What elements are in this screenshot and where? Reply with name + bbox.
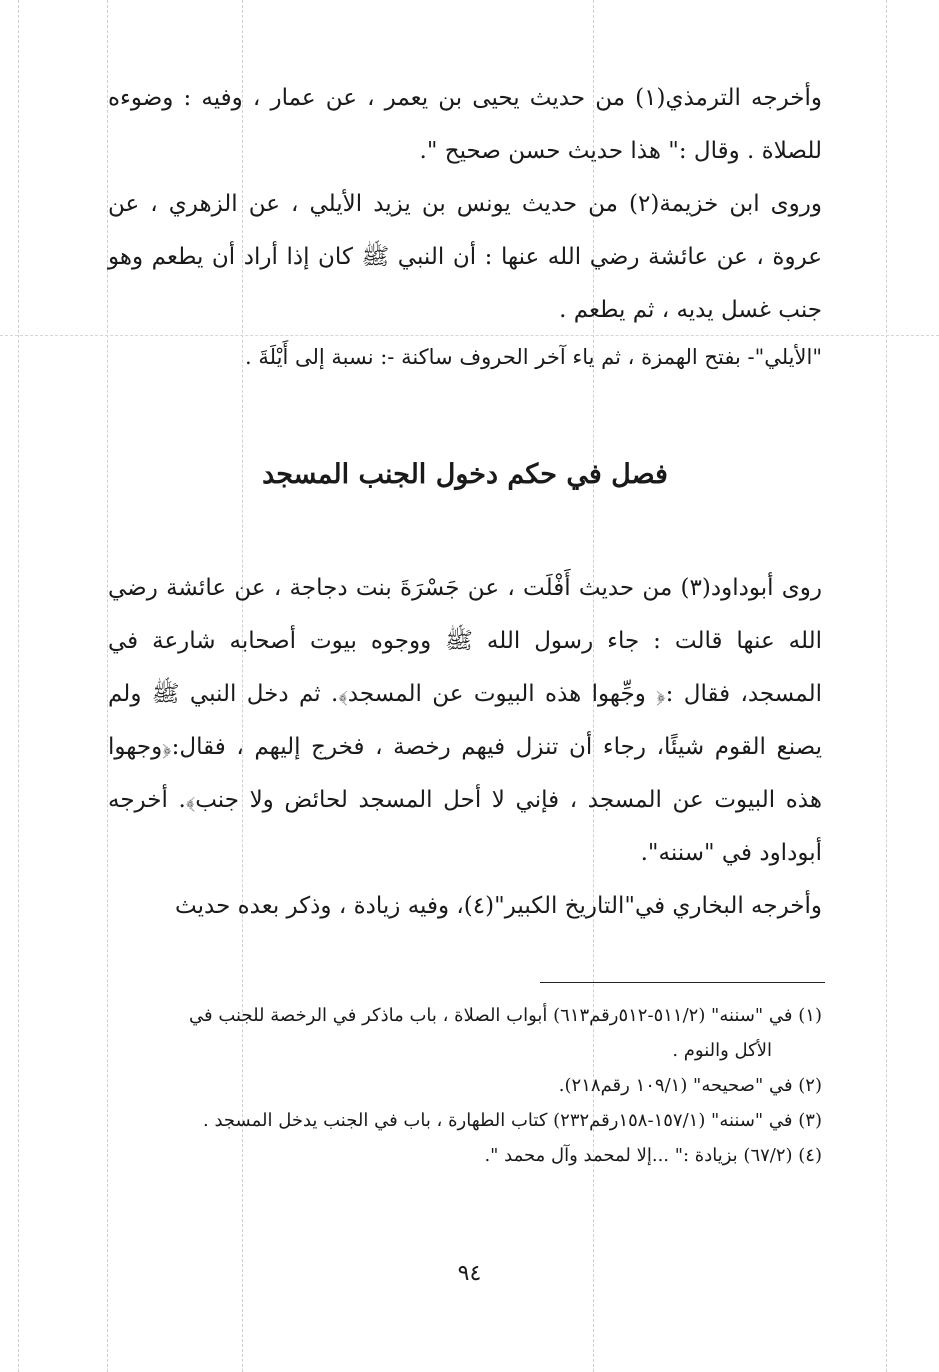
footnotes-block [108,998,822,1173]
footnote-1: (١) في "سننه" (٥١١/٢-٥١٢رقم٦١٣) أبواب الصلاة ، باب ماذكر في الرخصة للجنب في [189,1005,822,1026]
paragraph-abu-dawud: روى أبوداود(٣) من حديث أَفْلَت ، عن جَسْرَةَ بنت دجاجة ، عن عائشة رضي الله عنها قالت : جاء رسول الله ﷺ ووجوه بيوت أصحابه شارعة في المسجد، فقال :﴿ وجِّهوا هذه البيوت عن المسجد﴾. ثم دخل النبي ﷺ ولم يصنع القوم شيئًا، رجاء أن تنزل فيهم رخصة ، فخرج إليهم ، فقال:﴿وجهوا هذه البيوت عن المسجد ، فإني لا أحل المسجد لحائض ولا جنب﴾. أخرجه أبوداود في "سننه". [108,575,822,866]
top-text-block [108,72,822,377]
section-heading: فصل في حكم دخول الجنب المسجد [262,459,668,490]
section-text-block [108,562,822,933]
footnote-3: (٣) في "سننه" (١٥٧/١-١٥٨رقم٢٣٢) كتاب الطهارة ، باب في الجنب يدخل المسجد . [203,1110,822,1131]
paragraph-bukhari: وأخرجه البخاري في"التاريخ الكبير"(٤)، وفيه زيادة ، وذكر بعده حديث [175,893,822,919]
scan-grid-line [18,0,19,1372]
footnote-4: (٤) (٦٧/٢) بزيادة :" ...إلا لمحمد وآل محمد ". [484,1145,822,1166]
paragraph-ibn-khuzaymah: وروى ابن خزيمة(٢) من حديث يونس بن يزيد الأيلي ، عن الزهري ، عن عروة ، عن عائشة رضي الله عنها : أن النبي ﷺ كان إذا أراد أن يطعم وهو جنب غسل يديه ، ثم يطعم . [108,191,823,323]
paragraph-tirmidhi: وأخرجه الترمذي(١) من حديث يحيى بن يعمر ، عن عمار ، وفيه : وضوءه للصلاة . وقال :" هذا حديث حسن صحيح ". [108,85,822,164]
scan-grid-line [886,0,887,1372]
footnote-separator [540,982,825,983]
footnote-2: (٢) في "صحيحه" (١٠٩/١ رقم٢١٨). [558,1075,822,1096]
paragraph-ayli-note: "الأيلي"- بفتح الهمزة ، ثم ياء آخر الحروف ساكنة -: نسبة إلى أَيْلَةَ . [245,345,822,369]
footnote-1-continuation: الأكل والنوم . [672,1040,772,1061]
page-number: ٩٤ [457,1261,482,1286]
